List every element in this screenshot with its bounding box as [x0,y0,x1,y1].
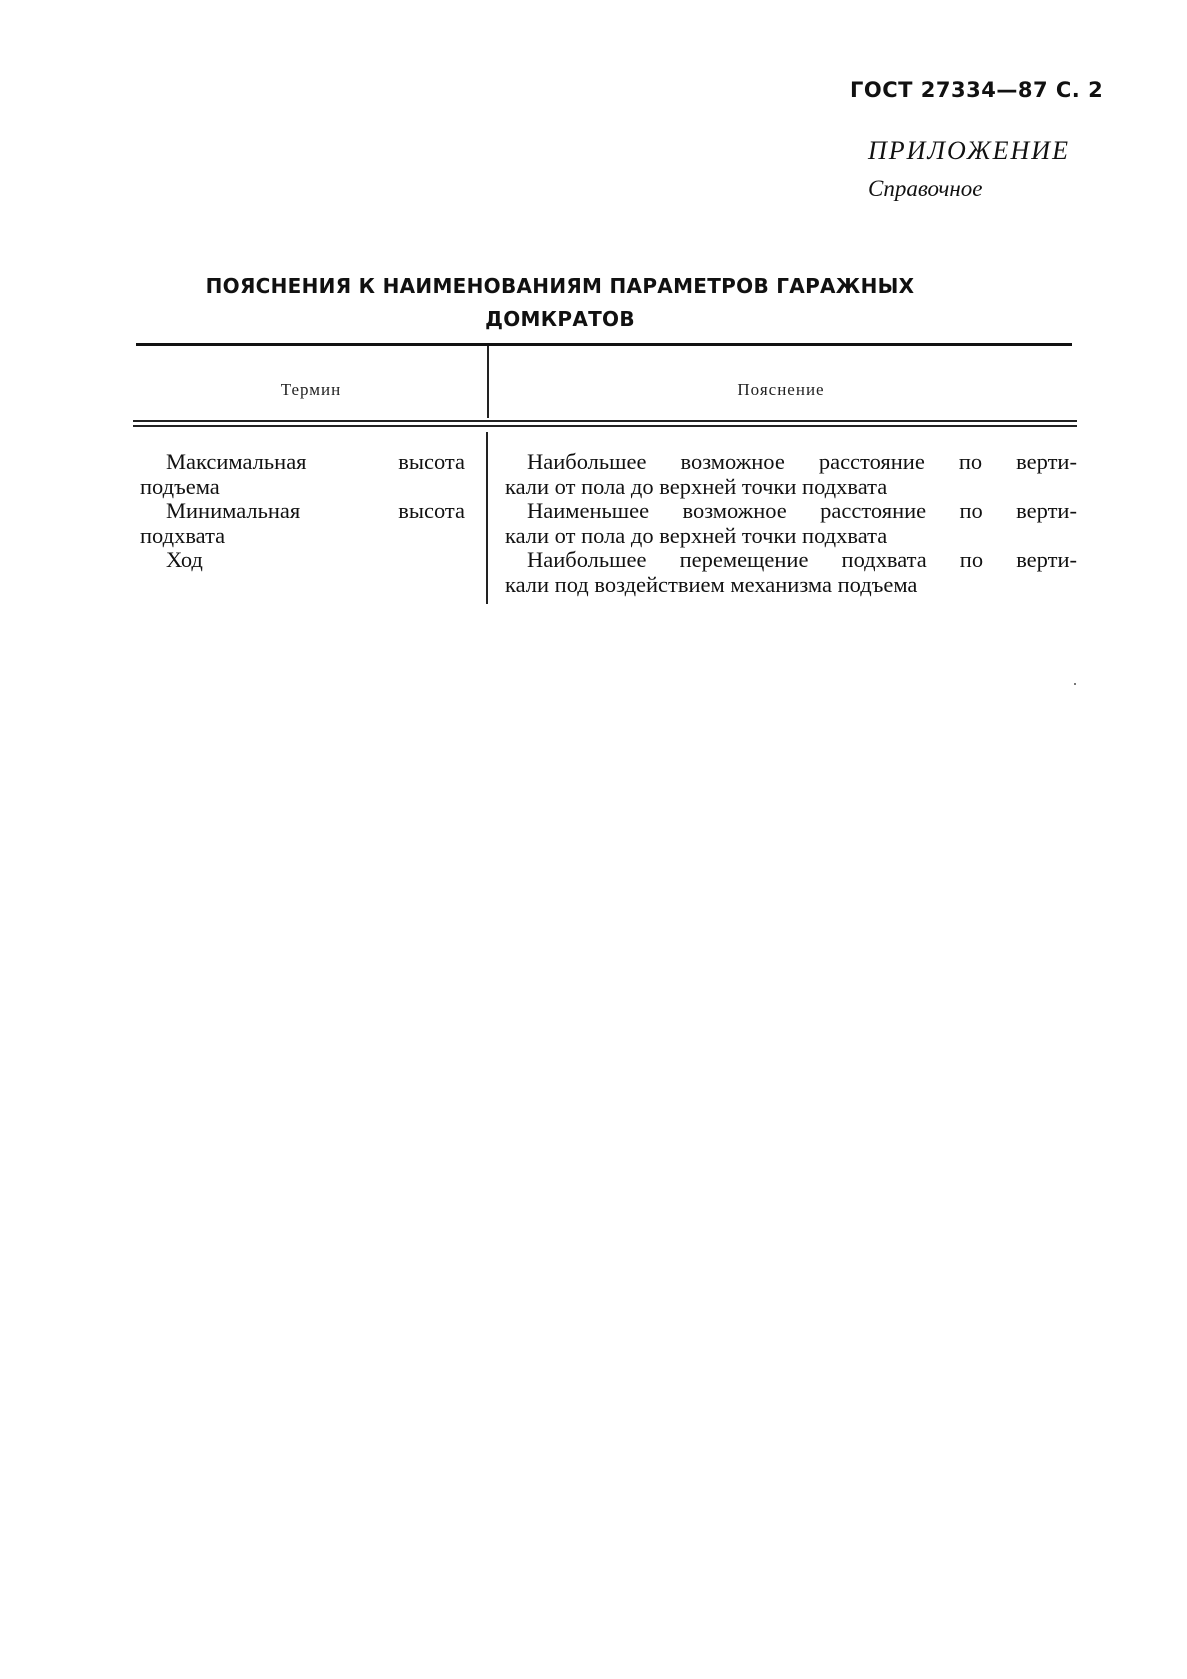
expl-word: возможное [682,498,787,523]
expl-word: Наибольшее [527,449,647,474]
expl-word: Наименьшее [527,498,650,523]
column-header-explanation: Пояснение [737,380,825,399]
expl-word: верти- [1016,449,1077,474]
appendix-type: Справочное [868,176,983,201]
term-word: Минимальная [166,498,301,523]
document-code-page: ГОСТ 27334—87 С. 2 [850,78,1104,102]
term-cell [140,499,465,548]
expl-line-2: кали под воздействием механизма подъема [505,571,918,597]
term-cell [140,548,465,573]
explanation-cell [505,450,1077,499]
explanation-cell [505,499,1077,548]
column-header-term: Термин [280,380,342,399]
expl-word: возможное [680,449,785,474]
expl-word: по [959,498,983,523]
table-body [0,450,1187,597]
page-title [200,270,920,336]
header-rule-2 [133,425,1077,427]
table-row [0,450,1187,499]
explanation-cell [505,548,1077,597]
term-line-2: подхвата [140,522,226,548]
expl-word: расстояние [818,449,925,474]
term-word: высота [398,498,465,523]
expl-line-2: кали от пола до верхней точки подхвата [505,473,888,499]
term-word: высота [398,449,465,474]
expl-word: верти- [1016,498,1077,523]
title-line-1: ПОЯСНЕНИЯ К НАИМЕНОВАНИЯМ ПАРАМЕТРОВ ГАРАЖНЫХ [205,274,915,298]
scan-speck [1074,683,1076,685]
header-rule-1 [133,420,1077,422]
expl-word: верти- [1016,547,1077,572]
table-row [0,548,1187,597]
expl-line-2: кали от пола до верхней точки подхвата [505,522,888,548]
term-cell [140,450,465,499]
header-column-divider [487,346,489,418]
expl-word: по [958,449,983,474]
term-line-2: подъема [140,473,220,499]
expl-word: по [959,547,984,572]
term-word: Ход [166,547,203,572]
table-row [0,499,1187,548]
term-word: Максимальная [166,449,307,474]
expl-word: подхвата [841,547,927,572]
title-line-2: ДОМКРАТОВ [485,307,635,331]
table-top-rule [136,343,1072,346]
expl-word: расстояние [820,498,927,523]
expl-word: перемещение [679,547,809,572]
expl-word: Наибольшее [527,547,647,572]
appendix-label: ПРИЛОЖЕНИЕ [868,136,1070,165]
